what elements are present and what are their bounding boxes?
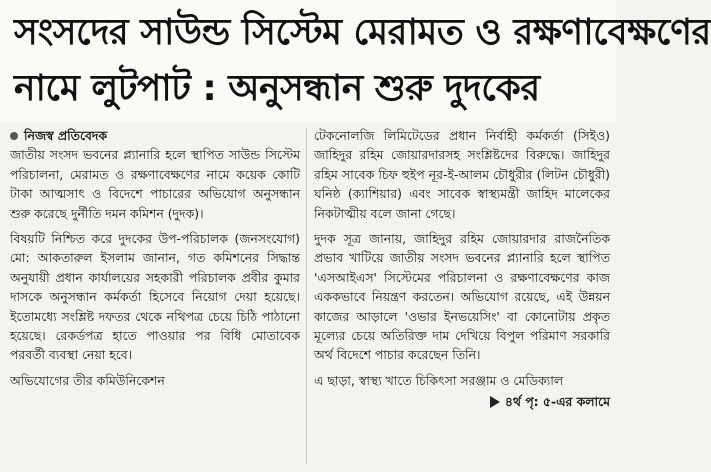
paragraph-6: এ ছাড়া, স্বাস্থ্য খাতে চিকিৎসা সরঞ্জাম ও মেডিক্যাল [314,372,564,388]
column-divider [306,128,307,464]
byline-text: নিজস্ব প্রতিবেদক [24,128,108,143]
continuation-text: ৪র্থ পৃ: ৫-এর কলামে [504,394,610,410]
bullet-icon [10,132,18,140]
left-column [10,126,300,390]
paragraph-3: অভিযোগের তীর কমিউনিকেশন [10,372,165,388]
paragraph-4: টেকনোলজি লিমিটেডের প্রধান নির্বাহী কর্মকর্তা (সিইও) জাহিদুর রহিম জোয়ারদারসহ সংশ্লিষ্টদের বিরুদ্ধে। জাহিদুর রহিম সাবেক চিফ হুইপ নূর-ই-আলম চৌধুরীর (লিটন চৌধুরী) ঘনিষ্ঠ (ক্যাশিয়ার) এবং সাবেক স্বাস্থ্যমন্ত্রী জাহিদ মালেকের নিকটাত্মীয় বলে জানা গেছে। [314,128,610,221]
pointer-icon [490,396,500,408]
paragraph-1: জাতীয় সংসদ ভবনের প্ল্যানারি হলে স্থাপিত সাউন্ড সিস্টেম পরিচালনা, মেরামত ও রক্ষণাবেক্ষণের নামে কয়েক কোটি টাকা আত্মসাৎ ও বিদেশে পাচারের অভিযোগ অনুসন্ধান শুরু করেছে দুর্নীতি দমন কমিশন (দুদক)। [10,147,300,221]
continuation-note[interactable] [314,392,610,411]
right-column [314,126,610,412]
paragraph-5: দুদক সূত্র জানায়, জাহিদুর রহিম জোয়ারদার রাজনৈতিক প্রভাব খাটিয়ে জাতীয় সংসদ ভবনের প্ল্যানারি হলে স্থাপিত 'এসআইএস' সিস্টেমের পরিচালনা ও রক্ষণাবেক্ষণের কাজ এককভাবে নিয়ন্ত্রণ করতেন। অভিযোগ রয়েছে, এই উন্নয়ন কাজের আড়ালে 'ওভার ইনভয়েসিং' বা কোনোটায় প্রকৃত মূল্যের চেয়ে অতিরিক্ত দাম দেখিয়ে বিপুল পরিমাণ সরকারি অর্থ বিদেশে পাচার করেছেন তিনি। [314,231,610,363]
paragraph-2: বিষয়টি নিশ্চিত করে দুদকের উপ-পরিচালক (জনসংযোগ) মো: আকতারুল ইসলাম জানান, গত কমিশনের সিদ্ধান্ত অনুযায়ী প্রধান কার্যালয়ের সহকারী পরিচালক প্রবীর কুমার দাসকে অনুসন্ধান কর্মকর্তা হিসেবে নিয়োগ দেয়া হয়েছে। ইতোমধ্যে সংশ্লিষ্ট দফতর থেকে নথিপত্র চেয়ে চিঠি পাঠানো হয়েছে। রেকর্ডপত্র হাতে পাওয়ার পর বিধি মোতাবেক পরবর্তী ব্যবস্থা নেয়া হবে। [10,231,300,363]
headline-line-2: নামে লুটপাট : অনুসন্ধান শুরু দুদকের [14,68,540,109]
headline-line-1: সংসদের সাউন্ড সিস্টেম মেরামত ও রক্ষণাবেক্ষণের [14,12,711,53]
byline [10,126,300,145]
headline [0,0,711,122]
